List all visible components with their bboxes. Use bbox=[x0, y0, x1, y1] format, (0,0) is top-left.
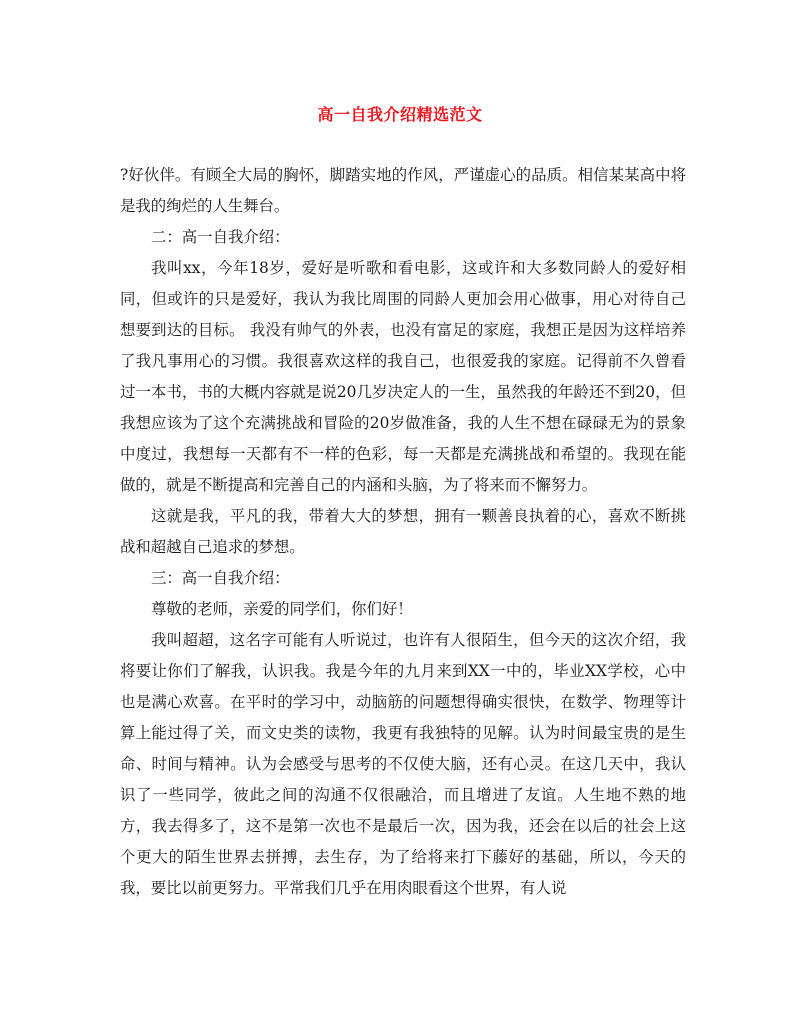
paragraph: 这就是我，平凡的我，带着大大的梦想，拥有一颗善良执着的心，喜欢不断挑战和超越自己追求的梦想。 bbox=[120, 507, 686, 556]
greeting: 尊敬的老师，亲爱的同学们，你们好！ bbox=[151, 600, 413, 618]
paragraph: 我叫xx，今年18岁，爱好是听歌和看电影，这或许和大多数同龄人的爱好相同，但或许的只是爱好，我认为我比周围的同龄人更加会用心做事，用心对待自己想要到达的目标。 我没有帅气的外表，也没有富足的家庭，我想正是因为这样培养了我凡事用心的习惯。我很喜欢这样的我自己，也很爱我的家庭。记得前不久曾看过一本书，书的大概内容就是说20几岁决定人的一生，虽然我的年龄还不到20，但我想应该为了这个充满挑战和冒险的20岁做准备，我的人生不想在碌碌无为的景象中度过，我想每一天都有不一样的色彩，每一天都是充满挑战和希望的。我现在能做的，就是不断提高和完善自己的内涵和头脑，为了将来而不懈努力。 bbox=[120, 259, 686, 494]
paragraph: ?好伙伴。有顾全大局的胸怀，脚踏实地的作风，严谨虚心的品质。相信某某高中将是我的绚烂的人生舞台。 bbox=[120, 166, 686, 215]
section-heading: 二：高一自我介绍： bbox=[151, 228, 290, 246]
document-body bbox=[120, 160, 686, 904]
section-heading: 三：高一自我介绍： bbox=[151, 569, 290, 587]
document-title: 高一自我介绍精选范文 bbox=[317, 105, 483, 124]
paragraph: 我叫超超，这名字可能有人听说过，也许有人很陌生，但今天的这次介绍，我将要让你们了解我，认识我。我是今年的九月来到XX一中的，毕业XX学校，心中也是满心欢喜。在平时的学习中，动脑筋的问题想得确实很快，在数学、物理等计算上能过得了关，而文史类的读物，我更有我独特的见解。认为时间最宝贵的是生命、时间与精神。认为会感受与思考的不仅使大脑，还有心灵。在这几天中，我认识了一些同学，彼此之间的沟通不仅很融洽，而且增进了友谊。人生地不熟的地方，我去得多了，这不是第一次也不是最后一次，因为我，还会在以后的社会上这个更大的陌生世界去拼搏，去生存，为了给将来打下藤好的基础，所以，今天的我，要比以前更努力。平常我们几乎在用肉眼看这个世界，有人说 bbox=[120, 631, 686, 897]
